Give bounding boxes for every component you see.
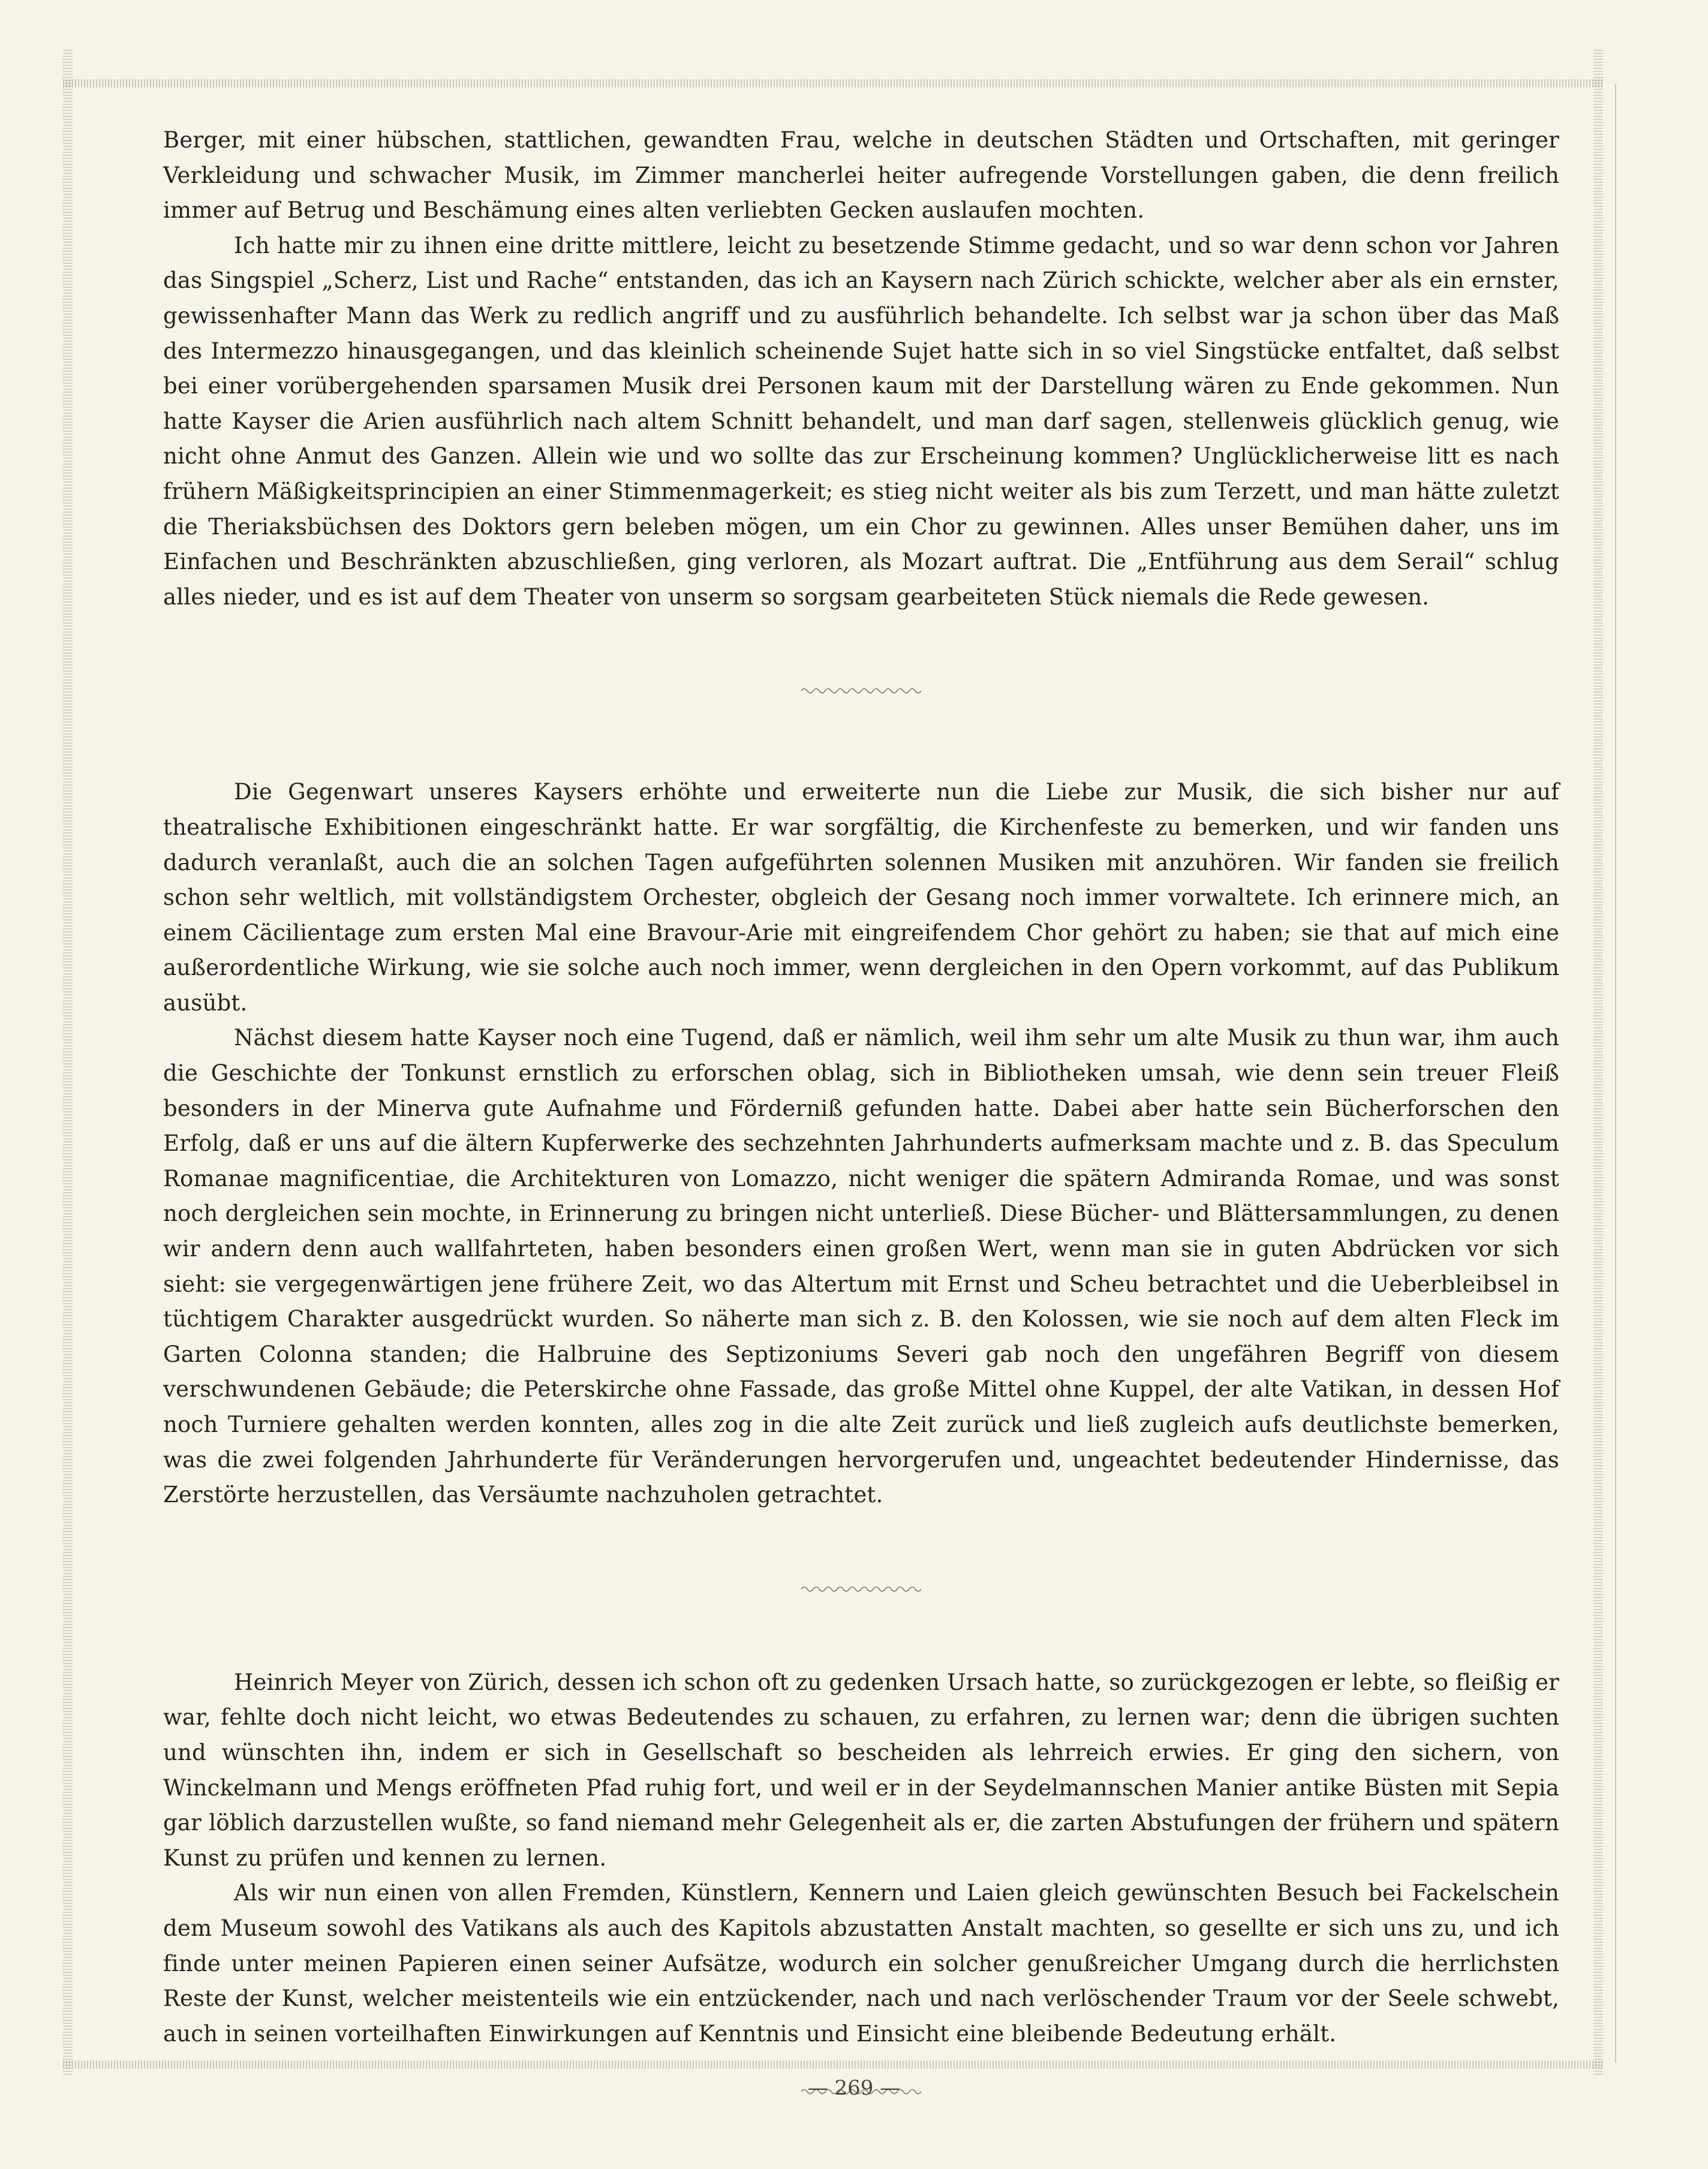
section-3 [163,1665,1559,2052]
paragraph: Ich hatte mir zu ihnen eine dritte mittlere, leicht zu besetzende Stimme gedacht, und so war denn schon vor Jahren das Singspiel „Scherz, List und Rache“ entstanden, das ich an Kaysern nach Zürich schickte, welcher aber als ein ernster, gewissenhafter Mann das Werk zu redlich angriff und zu ausführlich behandelte. Ich selbst war ja schon über das Maß des Intermezzo hinausgegangen, und das kleinlich scheinende Sujet hatte sich in so viel Singstücke entfaltet, daß selbst bei einer vorübergehenden sparsamen Musik drei Personen kaum mit der Darstellung wären zu Ende gekommen. Nun hatte Kayser die Arien ausführlich nach altem Schnitt behandelt, und man darf sagen, stellenweis glücklich genug, wie nicht ohne Anmut des Ganzen. Allein wie und wo sollte das zur Erscheinung kommen? Unglücklicherweise litt es nach frühern Mäßigkeitsprincipien an einer Stimmenmagerkeit; es stieg nicht weiter als bis zum Terzett, und man hätte zuletzt die Theriaksbüchsen des Doktors gern beleben mögen, um ein Chor zu gewinnen. Alles unser Bemühen daher, uns im Einfachen und Beschränkten abzuschließen, ging verloren, als Mozart auftrat. Die „Entführung aus dem Serail“ schlug alles nieder, und es ist auf dem Theater von unserm so sorgsam gearbeiteten Stück niemals die Rede gewesen. [163,232,1559,610]
section-1 [163,123,1559,615]
section-2 [163,775,1559,1512]
page-content [163,123,1559,2096]
paragraph: Die Gegenwart unseres Kaysers erhöhte und erweiterte nun die Liebe zur Musik, die sich bisher nur auf theatralische Exhibitionen eingeschränkt hatte. Er war sorgfältig, die Kirchenfeste zu bemerken, und wir fanden uns dadurch veranlaßt, auch die an solchen Tagen aufgeführten solennen Musiken mit anzuhören. Wir fanden sie freilich schon sehr weltlich, mit vollständigstem Orchester, obgleich der Gesang noch immer vorwaltete. Ich erinnere mich, an einem Cäcilientage zum ersten Mal eine Bravour-Arie mit eingreifendem Chor gehört zu haben; sie that auf mich eine außerordentliche Wirkung, wie sie solche auch noch immer, wenn dergleichen in den Opern vorkommt, auf das Publikum ausübt. [163,779,1559,1016]
top-border [63,79,1603,88]
paragraph: Heinrich Meyer von Zürich, dessen ich schon oft zu gedenken Ursach hatte, so zurückgezogen er lebte, so fleißig er war, fehlte doch nicht leicht, wo etwas Bedeutendes zu schauen, zu erfahren, zu lernen war; denn die übrigen suchten und wünschten ihn, indem er sich in Gesellschaft so bescheiden als lehrreich erwies. Er ging den sichern, von Winckelmann und Mengs eröffneten Pfad ruhig fort, und weil er in der Seydelmannschen Manier antike Büsten mit Sepia gar löblich darzustellen wußte, so fand niemand mehr Gelegenheit als er, die zarten Abstufungen der frühern und spätern Kunst zu prüfen und kennen zu lernen. [163,1669,1559,1871]
paragraph: Nächst diesem hatte Kayser noch eine Tugend, daß er nämlich, weil ihm sehr um alte Musik zu thun war, ihm auch die Geschichte der Tonkunst ernstlich zu erforschen oblag, sich in Bibliotheken umsah, wie denn sein treuer Fleiß besonders in der Minerva gute Aufnahme und Förderniß gefunden hatte. Dabei aber hatte sein Bücherforschen den Erfolg, daß er uns auf die ältern Kupferwerke des sechzehnten Jahrhunderts aufmerksam machte und z. B. das Speculum Romanae magnificentiae, die Architekturen von Lomazzo, nicht weniger die spätern Admiranda Romae, und was sonst noch dergleichen sein mochte, in Erinnerung zu bringen nicht unterließ. Diese Bücher- und Blättersammlungen, zu denen wir andern denn auch wallfahrteten, haben besonders einen großen Wert, wenn man sie in guten Abdrücken vor sich sieht: sie vergegenwärtigen jene frühere Zeit, wo das Altertum mit Ernst und Scheu betrachtet und die Ueberbleibsel in tüchtigem Charakter ausgedrückt wurden. So näherte man sich z. B. den Kolossen, wie sie noch auf dem alten Fleck im Garten Colonna standen; die Halbruine des Septizoniums Severi gab noch den ungefähren Begriff von diesem verschwundenen Gebäude; die Peterskirche ohne Fassade, das große Mittel ohne Kuppel, der alte Vatikan, in dessen Hof noch Turniere gehalten werden konnten, alles zog in die alte Zeit zurück und ließ zugleich aufs deutlichste bemerken, was die zwei folgenden Jahrhunderte für Veränderungen hervorgerufen und, ungeachtet bedeutender Hindernisse, das Zerstörte herzustellen, das Versäumte nachzuholen getrachtet. [163,1025,1559,1508]
wavy-ornament-icon [801,687,921,695]
wavy-ornament-icon [801,1585,921,1593]
left-border [63,48,73,2075]
paragraph: Berger, mit einer hübschen, stattlichen, gewandten Frau, welche in deutschen Städten und Ortschaften, mit geringer Verkleidung und schwacher Musik, im Zimmer mancherlei heiter aufregende Vorstellungen gaben, die denn freilich immer auf Betrug und Beschämung eines alten verliebten Gecken auslaufen mochten. [163,127,1559,224]
paragraph: Als wir nun einen von allen Fremden, Künstlern, Kennern und Laien gleich gewünschten Besuch bei Fackelschein dem Museum sowohl des Vatikans als auch des Kapitols abzustatten Anstalt machten, so gesellte er sich uns zu, und ich finde unter meinen Papieren einen seiner Aufsätze, wodurch ein solcher genußreicher Umgang durch die herrlichsten Reste der Kunst, welcher meistenteils wie ein entzückender, nach und nach verlöschender Traum vor der Seele schwebt, auch in seinen vorteilhaften Einwirkungen auf Kenntnis und Einsicht eine bleibende Bedeutung erhält. [163,1880,1559,2047]
page-number: — 269 — [807,2076,901,2100]
right-rule [1615,84,1616,2063]
right-border [1593,48,1603,2075]
